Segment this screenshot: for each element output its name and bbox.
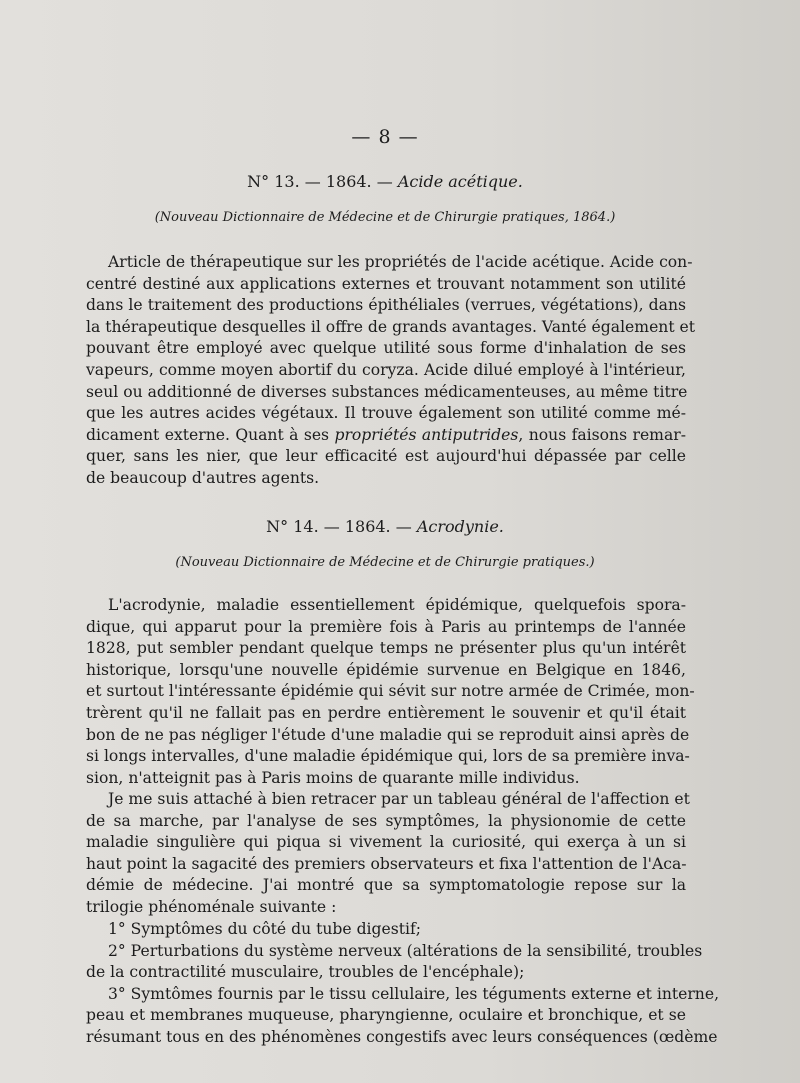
- text-line: et surtout l'intéressante épidémie qui sévit sur notre armée de Crimée, mon-: [86, 682, 695, 701]
- paragraph-acrodynie-intro: [86, 595, 695, 789]
- text-fragment: dicament externe. Quant à ses: [86, 425, 335, 444]
- text-line: la thérapeutique desquelles il offre de grands avantages. Vanté également et: [86, 317, 696, 336]
- text-line: quer, sans les nier, que leur efficacité est aujourd'hui dépassée par celle: [86, 447, 686, 466]
- text-line: L'acrodynie, maladie essentiellement épidémique, quelquefois spora-: [108, 596, 686, 614]
- text-line: dique, qui apparut pour la première fois à Paris au printemps de l'année: [86, 617, 686, 636]
- text-line: trèrent qu'il ne fallait pas en perdre entièrement le souvenir et qu'il était: [86, 703, 686, 722]
- text-line: [86, 425, 686, 447]
- entry-source-14: (Nouveau Dictionnaire de Médecine et de Chirurgie pratiques.): [175, 555, 595, 570]
- text-line: centré destiné aux applications externes et trouvant notamment son utilité: [86, 274, 686, 293]
- text-line: Article de thérapeutique sur les propriétés de l'acide acétique. Acide con-: [108, 253, 693, 271]
- entry-heading-14: [0, 517, 770, 536]
- text-line: dans le traitement des productions épithéliales (verrues, végétations), dans: [86, 296, 686, 315]
- entry-heading-prefix: N° 13. — 1864. —: [247, 172, 393, 191]
- text-line: bon de ne pas négliger l'étude d'une maladie qui se reproduit ainsi après de: [86, 725, 690, 744]
- text-line: seul ou additionné de diverses substances médicamenteuses, au même titre: [86, 382, 688, 401]
- text-line: Je me suis attaché à bien retracer par un tableau général de l'affection et: [108, 790, 690, 808]
- entry-heading-title: Acide acétique.: [397, 172, 523, 191]
- list-item-continuation: résumant tous en des phénomènes congestifs avec leurs conséquences (œdème: [86, 1027, 718, 1046]
- text-line: pouvant être employé avec quelque utilité sous forme d'inhalation de ses: [86, 339, 686, 358]
- text-line: sion, n'atteignit pas à Paris moins de quarante mille individus.: [86, 768, 580, 787]
- list-item-continuation: peau et membranes muqueuse, pharyngienne, oculaire et bronchique, et se: [86, 1006, 686, 1025]
- list-item-continuation: de la contractilité musculaire, troubles de l'encéphale);: [86, 963, 525, 982]
- text-emphasis: propriétés antiputrides: [334, 425, 519, 444]
- symptom-list: [86, 919, 720, 1049]
- entry-heading-prefix: N° 14. — 1864. —: [266, 517, 412, 536]
- entry-heading-title: Acrodynie.: [416, 517, 504, 536]
- page-number: — 8 —: [351, 126, 419, 148]
- text-line: de sa marche, par l'analyse de ses symptômes, la physionomie de cette: [86, 811, 686, 830]
- text-line: démie de médecine. J'ai montré que sa symptomatologie repose sur la: [86, 876, 686, 895]
- text-line: 1828, put sembler pendant quelque temps ne présenter plus qu'un intérêt: [86, 639, 686, 658]
- text-line: de beaucoup d'autres agents.: [86, 468, 320, 487]
- list-item: 2° Perturbations du système nerveux (altérations de la sensibilité, troubles: [108, 941, 703, 960]
- list-item: 3° Symtômes fournis par le tissu cellulaire, les téguments externe et interne,: [108, 984, 720, 1003]
- text-line: haut point la sagacité des premiers observateurs et fixa l'attention de l'Aca-: [86, 854, 687, 873]
- text-line: vapeurs, comme moyen abortif du coryza. Acide dilué employé à l'intérieur,: [86, 360, 686, 379]
- text-line: si longs intervalles, d'une maladie épidémique qui, lors de sa première inva-: [86, 747, 690, 766]
- text-line: que les autres acides végétaux. Il trouve également son utilité comme mé-: [86, 404, 686, 423]
- entry-source-13: (Nouveau Dictionnaire de Médecine et de Chirurgie pratiques, 1864.): [154, 210, 616, 225]
- text-line: historique, lorsqu'une nouvelle épidémie survenue en Belgique en 1846,: [86, 660, 686, 679]
- paragraph-acide-acetique: [86, 252, 696, 490]
- list-item: 1° Symptômes du côté du tube digestif;: [108, 920, 422, 938]
- text-line: trilogie phénoménale suivante :: [86, 897, 337, 916]
- text-fragment: , nous faisons remar-: [518, 425, 686, 444]
- text-line: maladie singulière qui piqua si vivement la curiosité, qui exerça à un si: [86, 833, 686, 852]
- paragraph-acrodynie-symptomes: [86, 789, 690, 919]
- entry-heading-13: [0, 172, 770, 191]
